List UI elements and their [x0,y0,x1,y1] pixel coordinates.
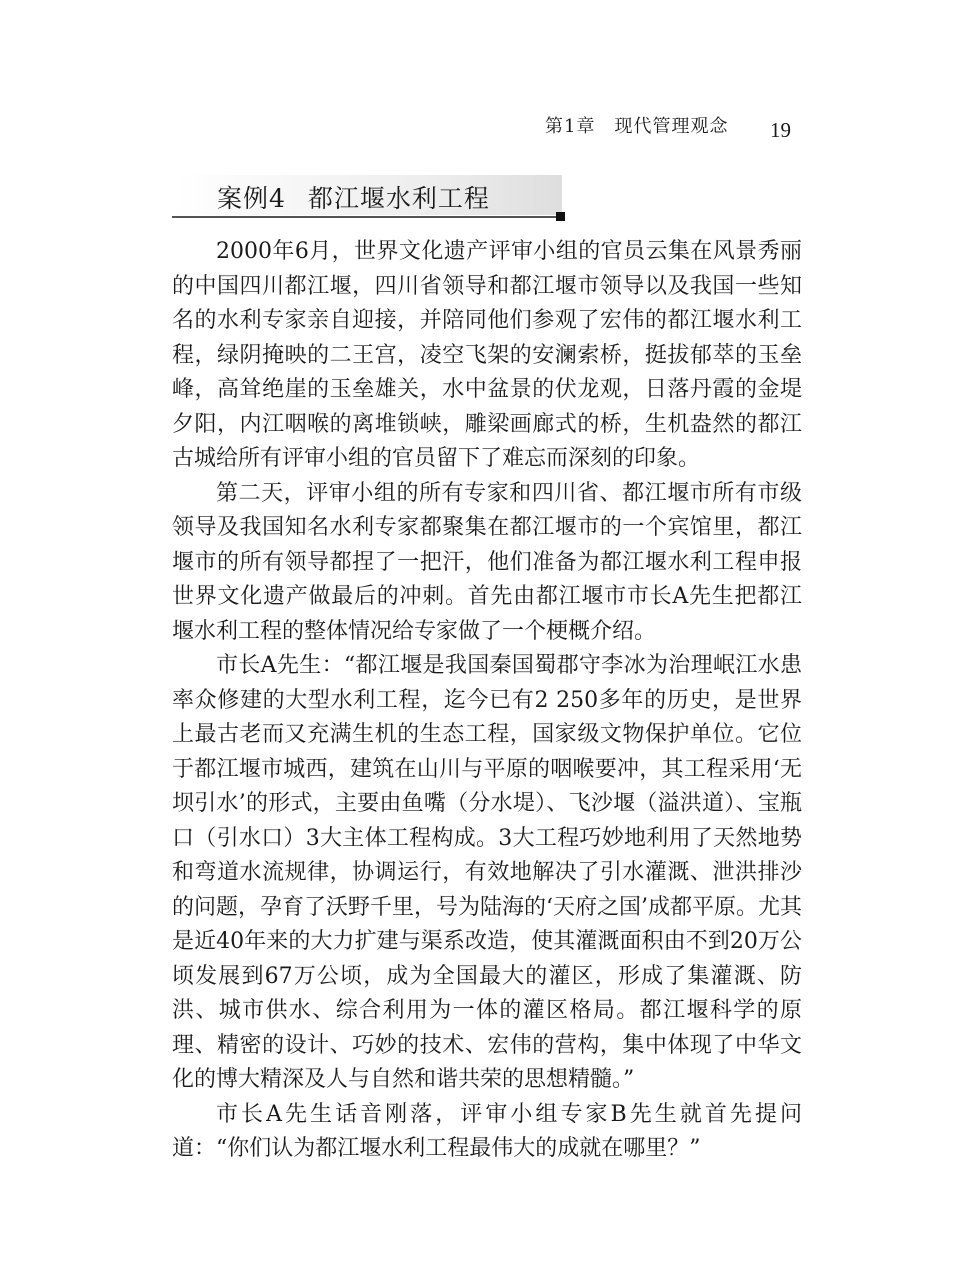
running-header: 第1章 现代管理观念 [545,116,729,137]
body-text [172,235,802,1167]
case-title-text: 都江堰水利工程 [307,184,490,213]
case-title [217,179,490,215]
page-number: 19 [770,118,791,142]
paragraph: 2000年6月，世界文化遗产评审小组的官员云集在风景秀丽的中国四川都江堰，四川省领导和都江堰市领导以及我国一些知名的水利专家亲自迎接，并陪同他们参观了宏伟的都江堰水利工程，绿阴掩映的二王宫，凌空飞架的安澜索桥，挺拔郁萃的玉垒峰，高耸绝崖的玉垒雄关，水中盆景的伏龙观，日落丹霞的金堤夕阳，内江咽喉的离堆锁峡，雕梁画廊式的桥，生机盎然的都江古城给所有评审小组的官员留下了难忘而深刻的印象。 [172,239,802,471]
case-label: 案例4 [217,184,286,213]
square-bullet-icon [556,212,565,221]
case-heading [172,175,567,223]
heading-rule [172,216,556,218]
paragraph: 市长A先生话音刚落，评审小组专家B先生就首先提问道：“你们认为都江堰水利工程最伟大的成就在哪里？” [172,1101,802,1161]
paragraph: 第二天，评审小组的所有专家和四川省、都江堰市所有市级领导及我国知名水利专家都聚集在都江堰市的一个宾馆里，都江堰市的所有领导都捏了一把汗，他们准备为都江堰水利工程申报世界文化遗产做最后的冲刺。首先由都江堰市市长A先生把都江堰水利工程的整体情况给专家做了一个梗概介绍。 [172,480,802,644]
paragraph: 市长A先生：“都江堰是我国秦国蜀郡守李冰为治理岷江水患率众修建的大型水利工程，迄今已有2 250多年的历史，是世界上最古老而又充满生机的生态工程，国家级文物保护单位。它位于都江堰市城西，建筑在山川与平原的咽喉要冲，其工程采用‘无坝引水’的形式，主要由鱼嘴（分水堤）、飞沙堰（溢洪道）、宝瓶口（引水口）3大主体工程构成。3大工程巧妙地利用了天然地势和弯道水流规律，协调运行，有效地解决了引水灌溉、泄洪排沙的问题，孕育了沃野千里，号为陆海的‘天府之国’成都平原。尤其是近40年来的大力扩建与渠系改造，使其灌溉面积由不到20万公顷发展到67万公顷，成为全国最大的灌区，形成了集灌溉、防洪、城市供水、综合利用为一体的灌区格局。都江堰科学的原理、精密的设计、巧妙的技术、宏伟的营构，集中体现了中华文化的博大精深及人与自然和谐共荣的思想精髓。” [172,653,802,1092]
